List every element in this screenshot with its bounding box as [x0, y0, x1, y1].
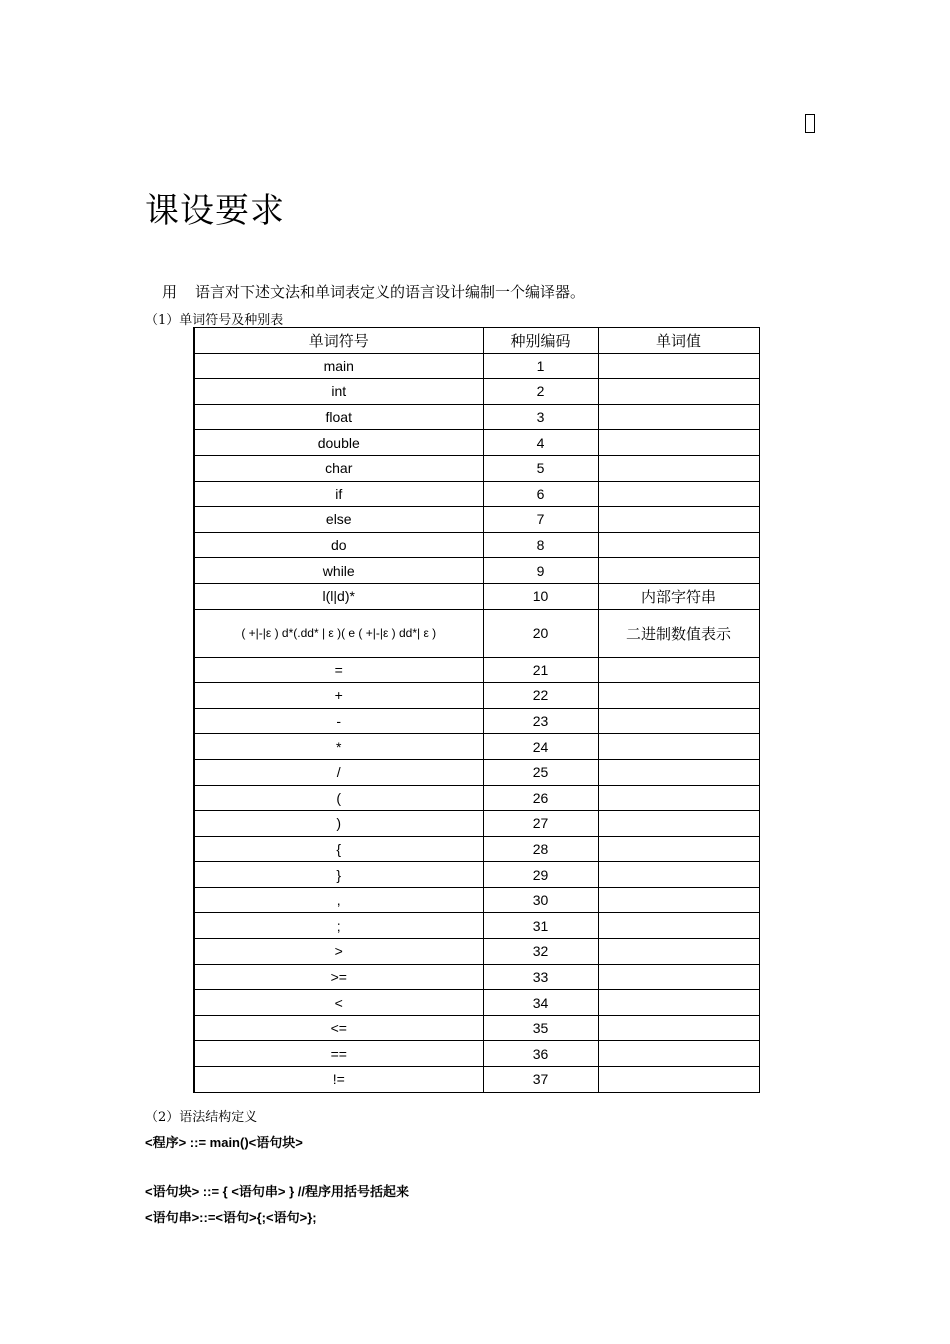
cell-value — [598, 455, 759, 481]
page-corner-mark — [805, 114, 815, 133]
cell-code: 31 — [483, 913, 598, 939]
cell-code: 35 — [483, 1015, 598, 1041]
cell-value — [598, 811, 759, 837]
cell-code: 23 — [483, 708, 598, 734]
table-row — [194, 404, 759, 430]
token-table — [193, 327, 760, 1093]
cell-symbol: { — [194, 836, 483, 862]
cell-value — [598, 430, 759, 456]
table-row — [194, 683, 759, 709]
cell-value — [598, 657, 759, 683]
cell-symbol: >= — [194, 964, 483, 990]
cell-value — [598, 913, 759, 939]
cell-value — [598, 507, 759, 533]
cell-code: 21 — [483, 657, 598, 683]
cell-code: 37 — [483, 1067, 598, 1093]
table-row — [194, 811, 759, 837]
table-row — [194, 558, 759, 584]
cell-code: 25 — [483, 759, 598, 785]
cell-value: 二进制数值表示 — [598, 609, 759, 657]
cell-value — [598, 1015, 759, 1041]
cell-symbol: float — [194, 404, 483, 430]
cell-value — [598, 558, 759, 584]
cell-code: 8 — [483, 532, 598, 558]
cell-symbol: } — [194, 862, 483, 888]
cell-symbol: while — [194, 558, 483, 584]
table-row — [194, 759, 759, 785]
cell-code: 22 — [483, 683, 598, 709]
intro-prefix: 用 — [162, 283, 178, 301]
cell-code: 4 — [483, 430, 598, 456]
cell-code: 9 — [483, 558, 598, 584]
cell-value — [598, 708, 759, 734]
table-row — [194, 1041, 759, 1067]
table-row — [194, 353, 759, 379]
page-title: 课设要求 — [145, 191, 285, 231]
table-row — [194, 862, 759, 888]
cell-code: 2 — [483, 379, 598, 405]
cell-code: 24 — [483, 734, 598, 760]
intro-text: 语言对下述文法和单词表定义的语言设计编制一个编译器。 — [195, 283, 586, 301]
table-row — [194, 887, 759, 913]
table-row — [194, 785, 759, 811]
cell-symbol: / — [194, 759, 483, 785]
cell-symbol: if — [194, 481, 483, 507]
cell-symbol: != — [194, 1067, 483, 1093]
cell-value — [598, 683, 759, 709]
cell-symbol: , — [194, 887, 483, 913]
cell-code: 3 — [483, 404, 598, 430]
cell-symbol: - — [194, 708, 483, 734]
intro-paragraph — [162, 281, 585, 302]
cell-symbol: ; — [194, 913, 483, 939]
cell-value — [598, 759, 759, 785]
cell-value — [598, 734, 759, 760]
header-value: 单词值 — [598, 328, 759, 354]
cell-symbol: > — [194, 939, 483, 965]
cell-value — [598, 1041, 759, 1067]
grammar-rule: <语句串>::=<语句>{;<语句>}; — [145, 1210, 317, 1225]
table-row — [194, 481, 759, 507]
cell-code: 26 — [483, 785, 598, 811]
table-row — [194, 379, 759, 405]
cell-value — [598, 939, 759, 965]
cell-symbol: == — [194, 1041, 483, 1067]
table-row — [194, 657, 759, 683]
cell-symbol: <= — [194, 1015, 483, 1041]
cell-code: 34 — [483, 990, 598, 1016]
table-row — [194, 583, 759, 609]
header-symbol: 单词符号 — [194, 328, 483, 354]
table-row — [194, 430, 759, 456]
grammar-rule: <语句块> ::= { <语句串> } //程序用括号括起来 — [145, 1184, 410, 1199]
section-heading-tokens: （1）单词符号及种别表 — [145, 313, 284, 328]
cell-value — [598, 862, 759, 888]
cell-value — [598, 404, 759, 430]
cell-symbol: * — [194, 734, 483, 760]
cell-symbol: + — [194, 683, 483, 709]
cell-value — [598, 481, 759, 507]
cell-symbol: = — [194, 657, 483, 683]
token-table-body — [194, 353, 759, 1092]
cell-code: 6 — [483, 481, 598, 507]
table-row — [194, 609, 759, 657]
cell-code: 29 — [483, 862, 598, 888]
cell-symbol: ( +|-|ε ) d*(.dd* | ε )( e ( +|-|ε ) dd*| ε ) — [194, 609, 483, 657]
table-row — [194, 532, 759, 558]
table-row — [194, 1067, 759, 1093]
cell-value — [598, 964, 759, 990]
table-header-row — [194, 328, 759, 354]
cell-symbol: < — [194, 990, 483, 1016]
table-row — [194, 990, 759, 1016]
cell-symbol: main — [194, 353, 483, 379]
header-code: 种别编码 — [483, 328, 598, 354]
cell-code: 1 — [483, 353, 598, 379]
cell-value — [598, 887, 759, 913]
table-row — [194, 939, 759, 965]
table-row — [194, 964, 759, 990]
table-row — [194, 708, 759, 734]
cell-value — [598, 836, 759, 862]
cell-value — [598, 379, 759, 405]
table-row — [194, 913, 759, 939]
table-row — [194, 734, 759, 760]
cell-symbol: double — [194, 430, 483, 456]
table-row — [194, 1015, 759, 1041]
cell-symbol: l(l|d)* — [194, 583, 483, 609]
cell-code: 36 — [483, 1041, 598, 1067]
cell-symbol: char — [194, 455, 483, 481]
cell-code: 10 — [483, 583, 598, 609]
cell-code: 27 — [483, 811, 598, 837]
cell-value — [598, 353, 759, 379]
cell-value: 内部字符串 — [598, 583, 759, 609]
cell-value — [598, 1067, 759, 1093]
table-row — [194, 507, 759, 533]
grammar-rule: <程序> ::= main()<语句块> — [145, 1135, 303, 1150]
cell-code: 30 — [483, 887, 598, 913]
cell-code: 20 — [483, 609, 598, 657]
cell-symbol: else — [194, 507, 483, 533]
cell-code: 7 — [483, 507, 598, 533]
section-heading-grammar: （2）语法结构定义 — [145, 1110, 258, 1125]
cell-symbol: ( — [194, 785, 483, 811]
cell-code: 33 — [483, 964, 598, 990]
table-row — [194, 836, 759, 862]
cell-symbol: ) — [194, 811, 483, 837]
cell-symbol: do — [194, 532, 483, 558]
cell-value — [598, 990, 759, 1016]
cell-code: 32 — [483, 939, 598, 965]
cell-symbol: int — [194, 379, 483, 405]
cell-code: 28 — [483, 836, 598, 862]
cell-code: 5 — [483, 455, 598, 481]
cell-value — [598, 532, 759, 558]
cell-value — [598, 785, 759, 811]
table-row — [194, 455, 759, 481]
